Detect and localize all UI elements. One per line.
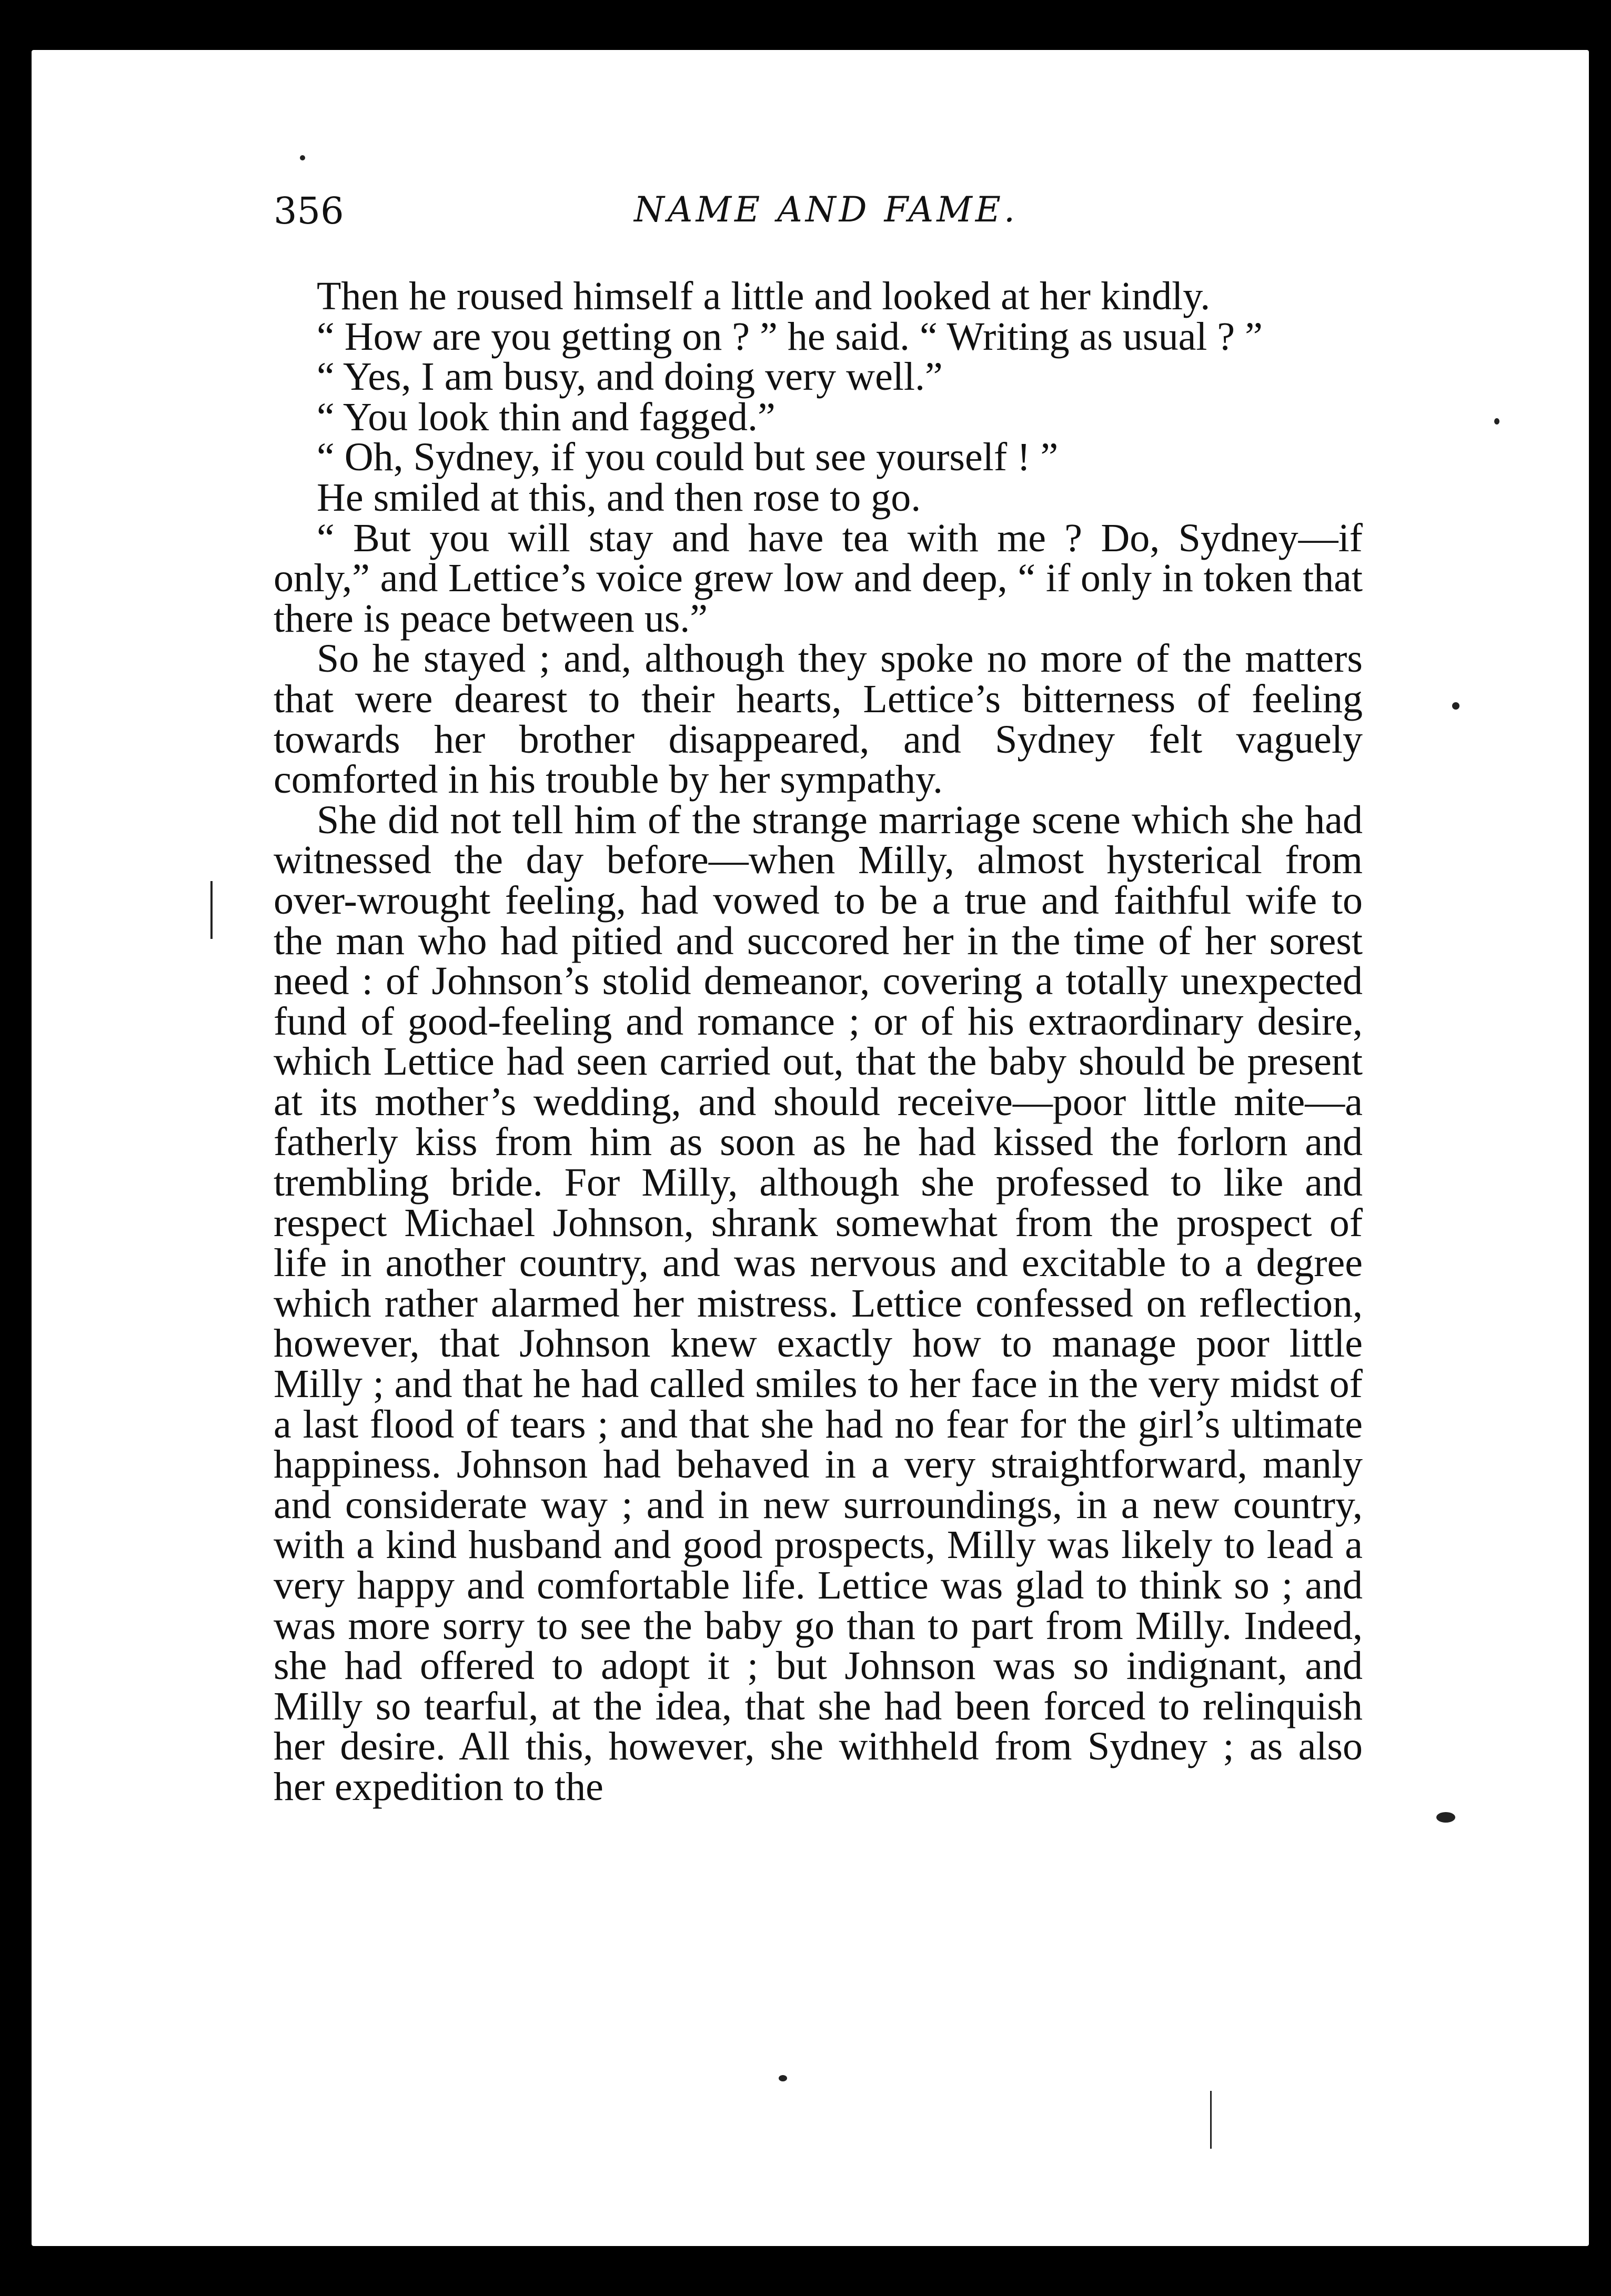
scan-speck (779, 2075, 787, 2081)
page-number: 356 (274, 189, 344, 232)
paragraph: “ But you will stay and have tea with me ? Do, Sydney—if only,” and Lettice’s voice grew low and deep, “ if only in token that there is peace between us.” (274, 515, 1363, 641)
scan-speck (300, 155, 305, 160)
paragraph: So he stayed ; and, although they spoke no more of the matters that were dearest to their hearts, Lettice’s bitterness of feeling towards her brother disappeared, and Sydney felt vaguely comforted in his trouble by her sympathy. (274, 636, 1363, 802)
margin-mark (1210, 2091, 1212, 2149)
paragraph: Then he roused himself a little and looked at her kindly. (317, 274, 1211, 318)
paragraph: “ How are you getting on ? ” he said. “ Writing as usual ? ” (317, 314, 1263, 359)
paragraph: “ Oh, Sydney, if you could but see yourself ! ” (317, 435, 1059, 480)
scan-speck (1494, 418, 1499, 424)
paragraph: He smiled at this, and then rose to go. (317, 475, 921, 520)
paragraph: “ You look thin and fagged.” (317, 395, 776, 439)
paragraph: “ Yes, I am busy, and doing very well.” (317, 355, 943, 399)
scan-speck (1452, 702, 1459, 710)
page-header (274, 189, 1378, 247)
margin-mark (210, 881, 213, 939)
body-text (274, 276, 1363, 1807)
running-title: NAME AND FAME. (634, 189, 1018, 230)
paragraph: She did not tell him of the strange marriage scene which she had witnessed the day before—when Milly, almost hysterical from over-wrought feeling, had vowed to be a true and faithful wife to the man who had pitied and succored her in the time of her sorest need : of Johnson’s stolid demeanor, covering a totally unexpected fund of good-feeling and romance ; or of his extraordinary desire, which Lettice had seen carried out, that the baby should be present at its mother’s wedding, and should receive—poor little mite—a fatherly kiss from him as soon as he had kissed the forlorn and trembling bride. For Milly, although she professed to like and respect Michael Johnson, shrank somewhat from the prospect of life in another country, and was nervous and excitable to a degree which rather alarmed her mistress. Lettice confessed on reflection, however, that Johnson knew exactly how to manage poor little Milly ; and that he had called smiles to her face in the very midst of a last flood of tears ; and that she had no fear for the girl’s ultimate happiness. Johnson had behaved in a very straightforward, manly and considerate way ; and in new surroundings, in a new country, with a kind husband and good prospects, Milly was likely to lead a very happy and comfortable life. Lettice was glad to think so ; and was more sorry to see the baby go than to part from Milly. Indeed, she had offered to adopt it ; but Johnson was so indignant, and Milly so tearful, at the idea, that she had been forced to relinquish her desire. All this, however, she withheld from Sydney ; as also her expedition to the (274, 797, 1363, 1809)
scan-speck (1436, 1812, 1455, 1823)
